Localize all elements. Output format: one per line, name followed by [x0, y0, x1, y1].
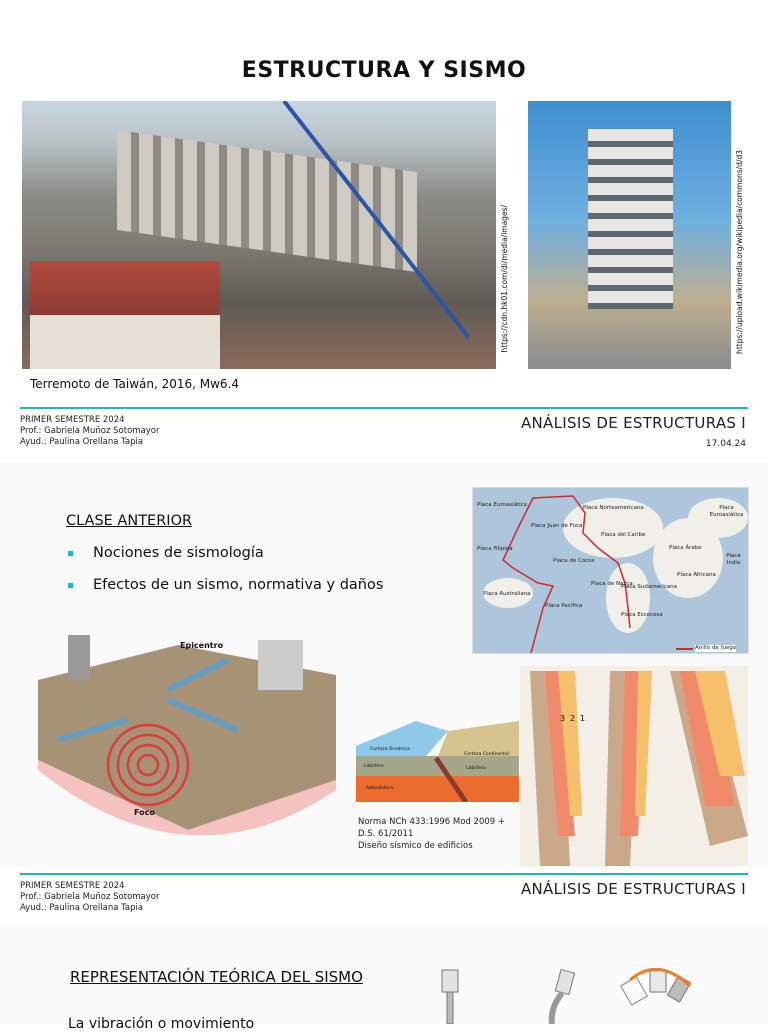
section-heading: CLASE ANTERIOR [66, 513, 193, 529]
semester: PRIMER SEMESTRE 2024 [20, 881, 125, 891]
course-title: ANÁLISIS DE ESTRUCTURAS I [520, 414, 746, 432]
bullet-item [68, 577, 383, 593]
zone-number: 1 [580, 714, 586, 723]
zone-number: 2 [570, 714, 576, 723]
bullet-text: Nociones de sismología [93, 545, 264, 561]
map-label: Placa Africana [677, 572, 716, 578]
assistant: Ayud.: Paulina Orellana Tapia [20, 903, 144, 913]
norm-note [358, 816, 505, 852]
course-title: ANÁLISIS DE ESTRUCTURAS I [520, 880, 746, 898]
professor: Prof.: Gabriela Muñoz Sotomayor [20, 892, 160, 902]
footer-info [20, 415, 160, 448]
plate-label: Corteza Oceánica [370, 747, 410, 752]
professor: Prof.: Gabriela Muñoz Sotomayor [20, 426, 160, 436]
map-label: Placa de Nazca [591, 581, 633, 587]
map-label: Placa de Cocos [553, 558, 595, 564]
slide-title: ESTRUCTURA Y SISMO [241, 58, 527, 83]
subduction-diagram [356, 716, 519, 802]
tilted-building-photo [528, 101, 731, 369]
divider [20, 407, 748, 409]
plate-label: Litósfera [364, 764, 384, 769]
divider [20, 873, 748, 875]
photo1-source: https://cdn.hk01.com/di/media/images/ [500, 205, 509, 353]
seismic-zoning-maps [520, 666, 748, 866]
section-heading: REPRESENTACIÓN TEÓRICA DEL SISMO [70, 968, 363, 986]
body-text: La vibración o movimiento [68, 1016, 255, 1032]
map-label: Placa Euroasiática [477, 502, 528, 508]
semester: PRIMER SEMESTRE 2024 [20, 415, 125, 425]
footer-info [20, 881, 160, 914]
map-legend: Anillo de fuego [695, 645, 737, 651]
map-label: Placa Euroasiática [709, 505, 744, 518]
earthquake-diagram [38, 630, 336, 858]
date: 17.04.24 [705, 439, 746, 449]
map-label: Placa Sudamericana [621, 584, 677, 590]
epicenter-label: Epicentro [180, 641, 224, 650]
map-label: Placa Filipina [477, 546, 513, 552]
focus-label: Foco [134, 808, 155, 817]
map-label: Placa del Caribe [601, 532, 646, 538]
photo2-source: https://upload.wikimedia.org/wikipedia/commons/d/d3 [735, 150, 744, 354]
plate-label: Astenósfera [366, 786, 393, 791]
map-label: Placa Pacífica [545, 603, 583, 609]
map-label: Placa Escocesa [621, 612, 663, 618]
zone-number: 3 [560, 714, 566, 723]
assistant: Ayud.: Paulina Orellana Tapia [20, 437, 144, 447]
map-label: Placa Australiana [483, 591, 531, 597]
taiwan-collapse-photo [22, 101, 496, 369]
plate-label: Litósfera [466, 766, 486, 771]
bullet-text: Efectos de un sismo, normativa y daños [93, 577, 384, 593]
map-label: Placa Norteamericana [583, 505, 644, 511]
note-line: D.S. 61/2011 [358, 829, 414, 839]
column-vibration-diagram [440, 968, 768, 1024]
note-line: Norma NCh 433:1996 Mod 2009 + [358, 817, 505, 827]
note-line: Diseño sísmico de edificios [358, 841, 473, 851]
map-label: Placa Árabe [669, 545, 702, 551]
map-label: Placa India [726, 553, 741, 566]
photo-caption: Terremoto de Taiwán, 2016, Mw6.4 [30, 377, 240, 391]
bullet-item [68, 545, 264, 561]
tectonic-plates-map [472, 487, 749, 654]
plate-label: Corteza Continental [464, 752, 509, 757]
map-label: Placa Juan de Fuca [531, 523, 583, 529]
